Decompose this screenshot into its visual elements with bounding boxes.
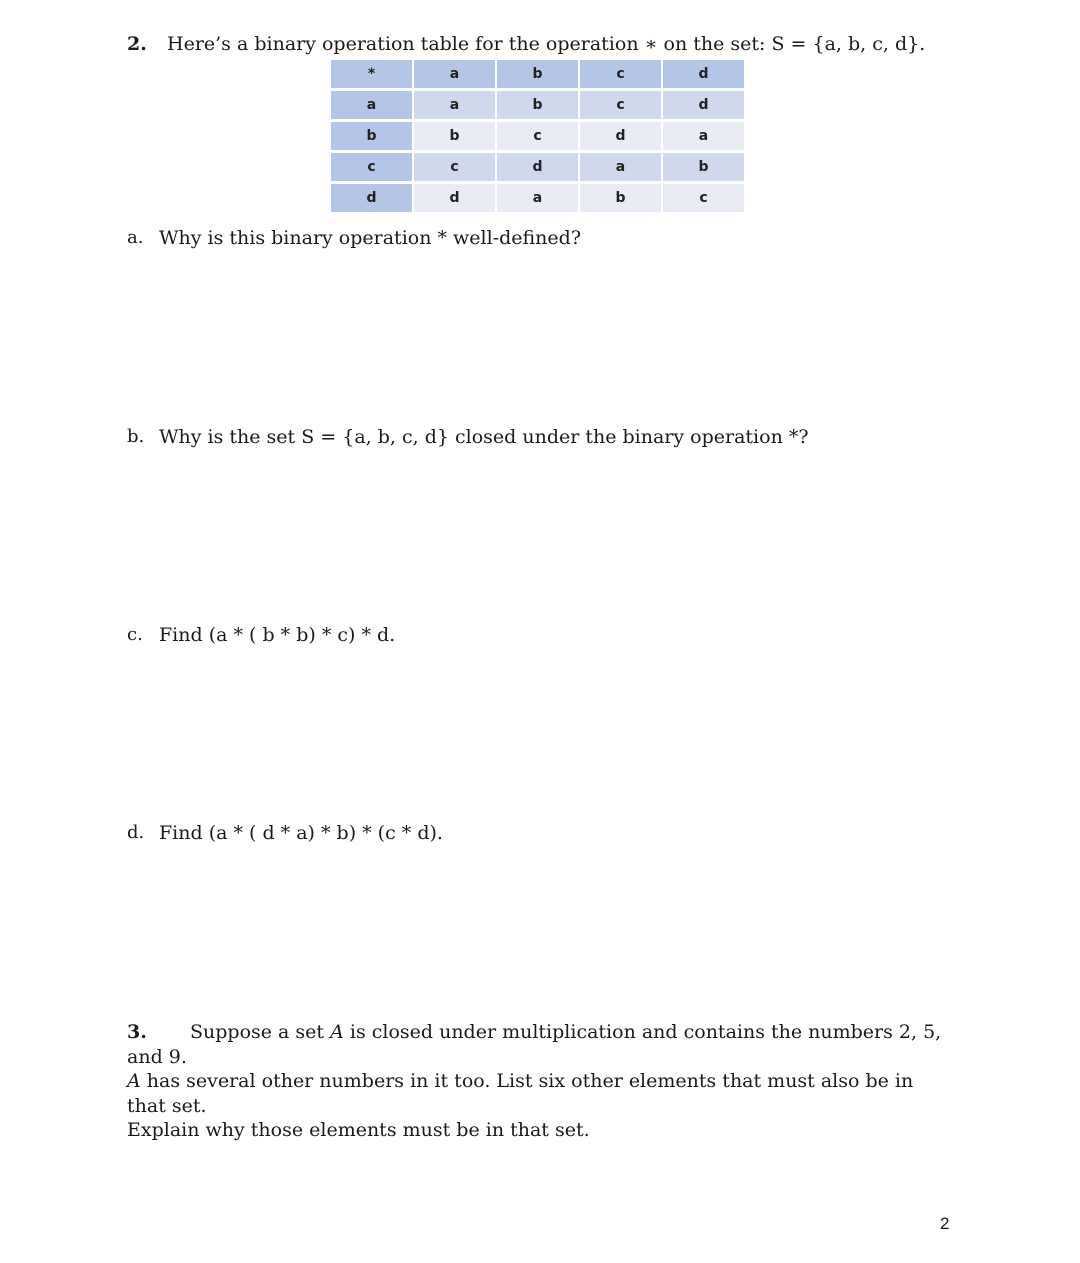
part-b-question: Why is the set S = {a, b, c, d} closed under the binary operation *?	[159, 426, 809, 448]
table-header-cell: a	[414, 60, 497, 91]
part-b-label: b.	[127, 426, 145, 447]
table-header-cell: d	[663, 60, 744, 91]
problem-3-line-2	[127, 1069, 957, 1118]
table-cell: a	[663, 122, 744, 153]
part-d-label: d.	[127, 822, 145, 843]
problem-2-intro: Here’s a binary operation table for the operation ∗ on the set: S = {a, b, c, d}.	[167, 33, 926, 55]
problem-3-line-3: Explain why those elements must be in that set.	[127, 1119, 590, 1141]
table-cell: b	[580, 184, 663, 212]
table-row	[331, 122, 744, 153]
part-c-label: c.	[127, 624, 143, 645]
part-d-question: Find (a * ( d * a) * b) * (c * d).	[159, 822, 443, 844]
part-a-label: a.	[127, 227, 144, 248]
table-cell: c	[663, 184, 744, 212]
table-header-cell: c	[580, 60, 663, 91]
table-cell: a	[497, 184, 580, 212]
table-cell: a	[414, 91, 497, 122]
table-cell: d	[663, 91, 744, 122]
table-row	[331, 153, 744, 184]
operation-table	[331, 60, 744, 212]
table-cell: d	[497, 153, 580, 184]
set-variable: A	[127, 1070, 141, 1092]
table-row-header: a	[331, 91, 414, 122]
table-row	[331, 91, 744, 122]
problem-3-number: 3.	[127, 1021, 147, 1043]
problem-3-text-2: has several other numbers in it too. List six other elements that must also be in that set.	[127, 1070, 914, 1117]
table-cell: b	[414, 122, 497, 153]
table-cell: c	[497, 122, 580, 153]
table-cell: b	[497, 91, 580, 122]
table-cell: c	[414, 153, 497, 184]
table-cell: a	[580, 153, 663, 184]
page-number: 2	[940, 1214, 950, 1233]
problem-3-line-1	[127, 1020, 957, 1069]
table-header-cell: b	[497, 60, 580, 91]
table-row-header: b	[331, 122, 414, 153]
table-cell: b	[663, 153, 744, 184]
table-header-cell: *	[331, 60, 414, 91]
table-row	[331, 184, 744, 212]
problem-2-number: 2.	[127, 33, 147, 55]
table-cell: d	[414, 184, 497, 212]
table-cell: c	[580, 91, 663, 122]
problem-3-text-1: Suppose a set A is closed under multiplication and contains the numbers 2, 5, and 9.	[127, 1021, 942, 1068]
problem-3	[127, 1020, 957, 1143]
table-cell: d	[580, 122, 663, 153]
table-header-row	[331, 60, 744, 91]
part-c-question: Find (a * ( b * b) * c) * d.	[159, 624, 396, 646]
table-row-header: c	[331, 153, 414, 184]
part-a-question: Why is this binary operation * well-defined?	[159, 227, 582, 249]
table-row-header: d	[331, 184, 414, 212]
